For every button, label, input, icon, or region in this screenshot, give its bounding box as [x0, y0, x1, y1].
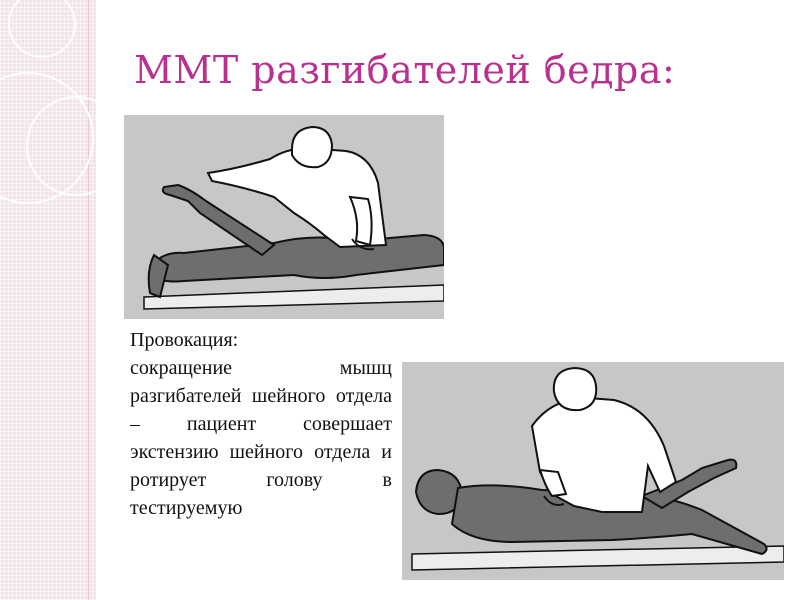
description-body: сокращение мышц разгибателей шейного отдела – пациент совершает экстензию шейного отдела и ротирует голову в тестируемую — [130, 357, 392, 519]
decorative-ring — [8, 0, 76, 58]
slide-title: ММТ разгибателей бедра: — [134, 48, 676, 92]
illustration-examiner-lifting-leg — [124, 115, 444, 319]
side-band-divider — [88, 0, 89, 600]
decorative-side-band — [0, 0, 96, 600]
illustration-examiner-pressing-thigh — [402, 362, 784, 580]
description-paragraph — [130, 326, 392, 600]
description-lead: Провокация: — [130, 329, 239, 351]
